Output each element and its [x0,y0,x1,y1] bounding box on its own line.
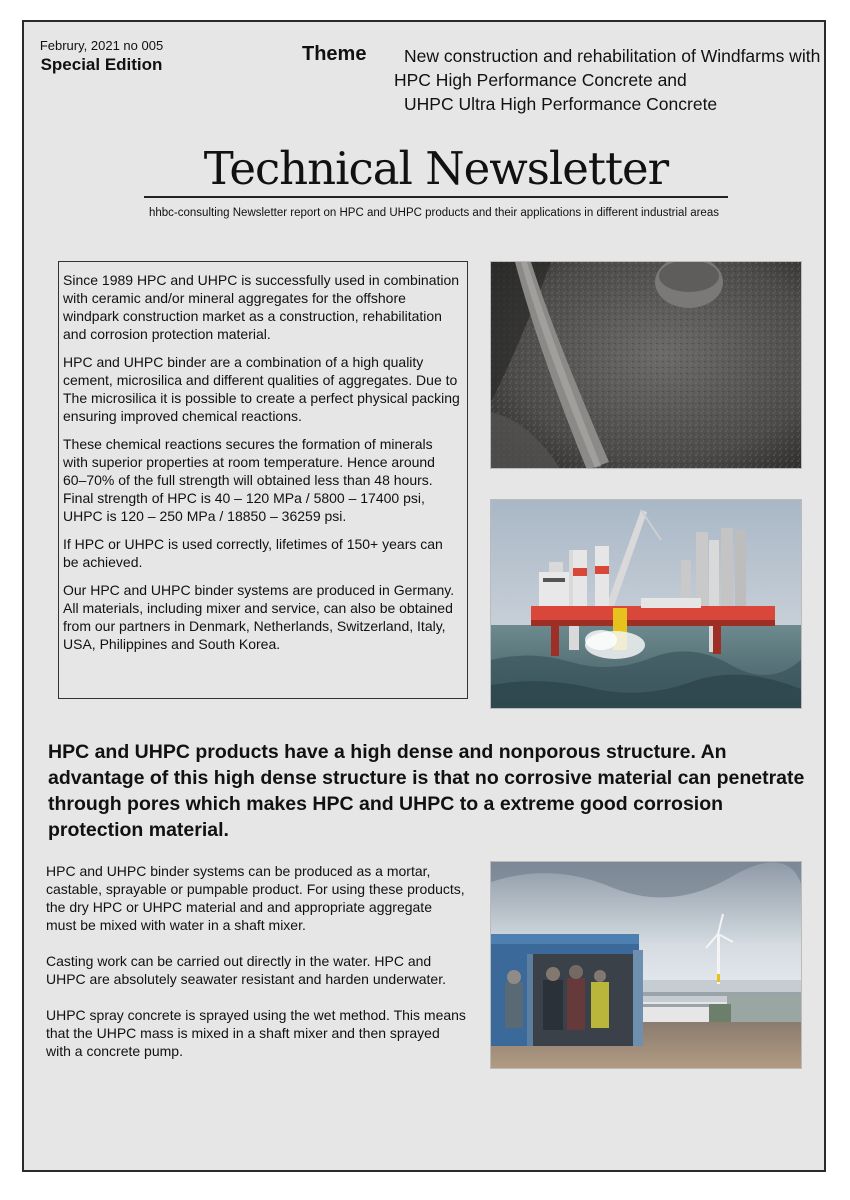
newsletter-page [22,20,826,1172]
intro-text-box [58,261,468,699]
issue-info [34,38,169,75]
theme-line-2: HPC High Performance Concrete and [394,70,687,90]
intro-paragraph: These chemical reactions secures the formation of minerals with superior properties at room temperature. Hence around 60–70% of the full strength will obtained less than 48 hours. Final strength of HPC is 40 – 120 MPa / 5800 – 17400 psi, UHPC is 120 – 250 MPa / 18850 – 36259 psi. [63,436,435,524]
jackup-vessel-photo [490,499,802,709]
intro-paragraph: Our HPC and UHPC binder systems are produced in Germany. All materials, including mixer and service, can also be obtained from our partners in Denmark, Netherlands, Switzerland, Italy, USA, Philippines and South Korea. [63,582,455,652]
edition-label: Special Edition [40,55,163,74]
newsletter-subtitle: hhbc-consulting Newsletter report on HPC and UHPC products and their applications in different industrial areas [149,207,719,219]
highlight-statement: HPC and UHPC products have a high dense and nonporous structure. An advantage of this high dense structure is that no corrosive material can penetrate through pores which makes HPC and UHPC to a extreme good corrosion protection material. [48,741,805,841]
newsletter-title: Technical Newsletter [144,144,728,198]
theme-line-1: New construction and rehabilitation of Windfarms with [404,46,821,66]
body-paragraph: Casting work can be carried out directly in the water. HPC and UHPC are absolutely seawater resistant and harden underwater. [46,953,446,987]
theme-label: Theme [302,43,367,65]
deck-workers-photo [490,861,802,1069]
issue-date: Februry, 2021 no 005 [39,38,164,53]
intro-paragraph: If HPC or UHPC is used correctly, lifetimes of 150+ years can be achieved. [63,536,443,570]
body-paragraph: UHPC spray concrete is sprayed using the wet method. This means that the UHPC mass is mixed in a shaft mixer and then sprayed with a concrete pump. [46,1007,466,1059]
theme-text [394,44,820,116]
intro-paragraph: Since 1989 HPC and UHPC is successfully used in combination with ceramic and/or mineral aggregates for the offshore windpark construction market as a construction, rehabilitation and corrosion protection material. [63,272,460,342]
body-text [46,862,466,1078]
intro-paragraph: HPC and UHPC binder are a combination of a high quality cement, microsilica and different qualities of aggregates. Due to The microsilica it is possible to create a perfect physical packing ensuring improved chemical reactions. [63,354,460,424]
body-paragraph: HPC and UHPC binder systems can be produced as a mortar, castable, sprayable or pumpable product. For using these products, the dry HPC or UHPC material and and appropriate aggregate must be mixed with water in a shaft mixer. [46,863,465,933]
concrete-texture-photo [490,261,802,469]
theme-line-3: UHPC Ultra High Performance Concrete [404,94,718,114]
